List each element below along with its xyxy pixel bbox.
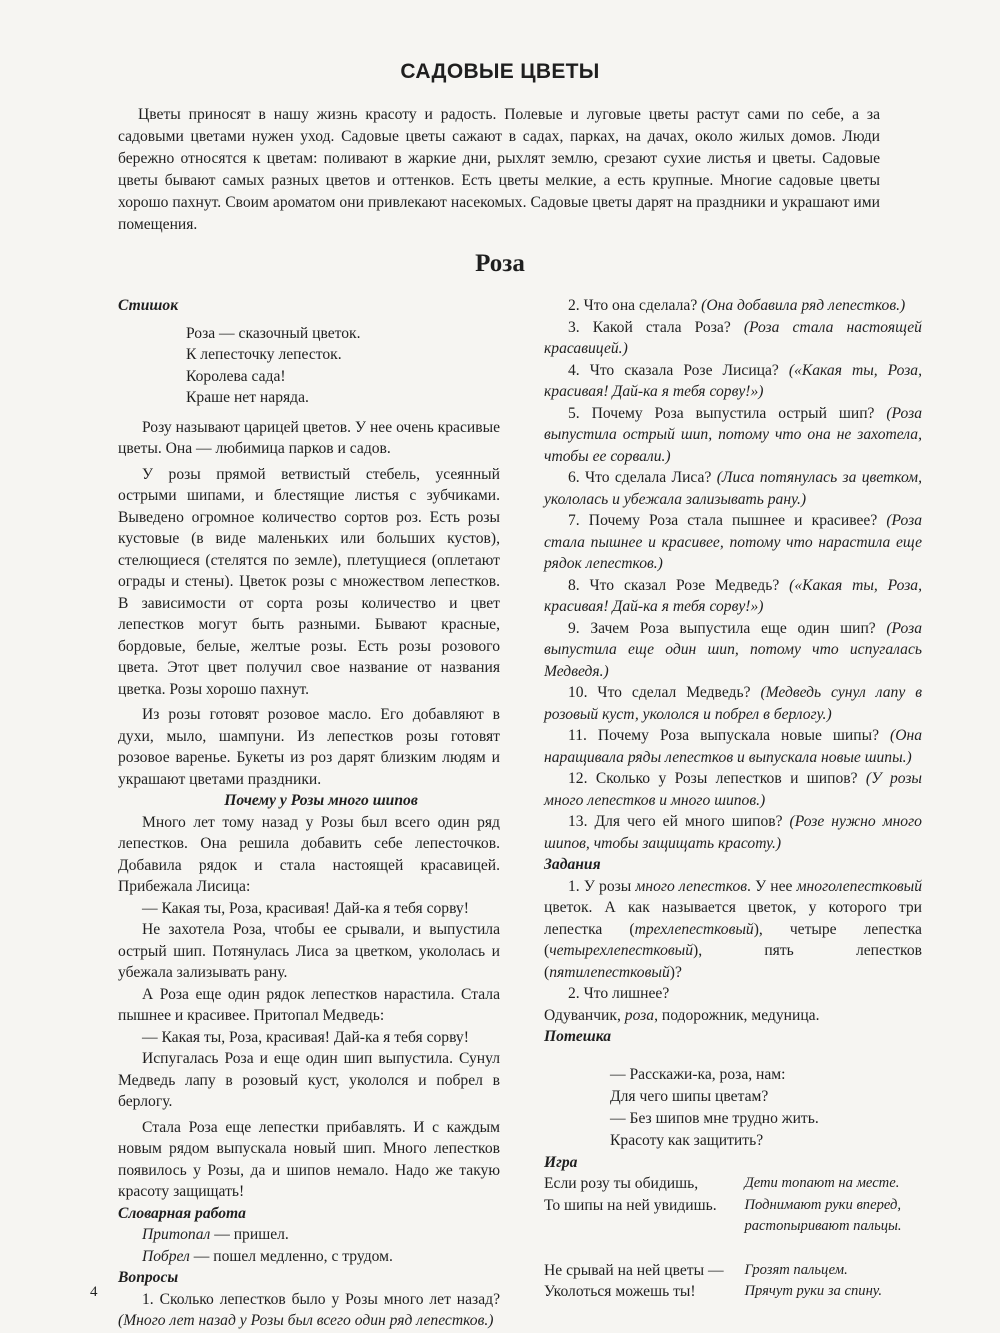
task-emphasis: многолепестковый bbox=[796, 877, 922, 895]
game-row bbox=[544, 1260, 922, 1303]
task-item bbox=[544, 1005, 922, 1027]
story-paragraph: — Какая ты, Роза, красивая! Дай-ка я тебя сорву! bbox=[142, 1028, 469, 1046]
story-paragraph: Много лет тому назад у Розы был всего один ряд лепестков. Она решила добавить себе лепесточков. Добавила рядок и стала настоящей красавицей. Прибежала Лисица: bbox=[118, 813, 500, 895]
task-text: Одуванчик, bbox=[544, 1006, 625, 1024]
question-answer: (Роза выпустила острый шип, потому что она не захотела, чтобы ее сорвали.) bbox=[544, 404, 922, 465]
task-emphasis: пятилепестковый bbox=[549, 963, 670, 981]
task-item: 2. Что лишнее? bbox=[568, 985, 670, 1002]
question-item bbox=[544, 618, 922, 683]
game-verse-line: Уколоться можешь ты! bbox=[544, 1283, 696, 1300]
question-text: 4. Что сказала Розе Лисица? bbox=[568, 361, 789, 379]
question-answer: (Роза стала настоящей красавицей.) bbox=[544, 318, 922, 357]
question-answer: (Медведь сунул лапу в розовый куст, укололся и побрел в берлогу.) bbox=[544, 684, 922, 723]
rhyme-heading: Потешка bbox=[544, 1028, 612, 1045]
story-heading: Почему у Розы много шипов bbox=[224, 792, 418, 809]
right-column bbox=[544, 295, 922, 1303]
question-text: 9. Зачем Роза выпустила еще один шип? bbox=[568, 619, 887, 637]
task-item bbox=[544, 876, 922, 984]
question-text: 13. Для чего ей много шипов? bbox=[568, 813, 790, 830]
task-emphasis: трехлепестковый bbox=[634, 920, 754, 938]
question-answer: (Розе нужно много шипов, чтобы защищать красоту.) bbox=[544, 813, 922, 852]
question-item bbox=[544, 768, 922, 811]
task-text: )? bbox=[669, 963, 682, 981]
game-action-line: Грозят пальцем. bbox=[744, 1261, 848, 1278]
task-emphasis: роза bbox=[624, 1006, 655, 1024]
question-item bbox=[544, 682, 922, 725]
question-text: 5. Почему Роза выпустила острый шип? bbox=[568, 404, 887, 422]
question-item bbox=[544, 811, 922, 854]
question-answer: (У розы много лепестков и много шипов.) bbox=[544, 770, 922, 809]
question-answer: («Какая ты, Роза, красивая! Дай-ка я тебя сорву!») bbox=[544, 576, 922, 615]
page-number: 4 bbox=[90, 1284, 98, 1300]
question-answer: (Лиса потянулась за цветком, укололась и убежала зализывать рану.) bbox=[544, 469, 922, 508]
section-title: САДОВЫЕ ЦВЕТЫ bbox=[400, 60, 600, 83]
question-text: 2. Что она сделала? bbox=[568, 297, 702, 314]
rhyme-line: Красоту как защитить? bbox=[610, 1131, 764, 1149]
question-answer: (Роза выпустила еще один шип, потому что испугалась Медведя.) bbox=[544, 619, 922, 680]
question-answer: (Она наращивала ряды лепестков и выпускала новые шипы.) bbox=[544, 727, 922, 766]
task-emphasis: много лепестков bbox=[635, 877, 748, 895]
rose-paragraph-1: Розу называют царицей цветов. У нее очень красивые цветы. Она — любимица парков и садов. bbox=[118, 418, 500, 457]
task-text: ), пять лепестков ( bbox=[544, 942, 922, 981]
left-column bbox=[118, 295, 500, 1332]
game-verse bbox=[544, 1260, 744, 1303]
rhyme bbox=[610, 1064, 922, 1152]
task-text: , подорожник, медуница. bbox=[654, 1006, 820, 1024]
story-paragraph: — Какая ты, Роза, красивая! Дай-ка я тебя сорву! bbox=[142, 899, 469, 917]
task-text: . У нее bbox=[747, 877, 797, 895]
poem-heading: Стишок bbox=[118, 297, 179, 314]
game-verse-line: Не срывай на ней цветы — bbox=[544, 1261, 724, 1279]
question-answer: (Роза стала пышнее и красивее, потому что нарастила еще рядок лепестков.) bbox=[544, 512, 922, 572]
question-item bbox=[544, 360, 922, 403]
story-paragraph: А Роза еще один рядок лепестков нарастила. Стала пышнее и красивее. Притопал Медведь: bbox=[118, 985, 500, 1024]
question-item bbox=[544, 467, 922, 510]
question-answer: (Она добавила ряд лепестков.) bbox=[701, 297, 906, 314]
game-action-line: Поднимают руки вперед, растопыривают пальцы. bbox=[744, 1196, 902, 1234]
vocab-word: Притопал bbox=[142, 1226, 211, 1243]
poem-line: Краше нет наряда. bbox=[186, 389, 309, 406]
task-emphasis: четырехлепестковый bbox=[549, 942, 694, 959]
task-text: 1. У розы bbox=[568, 877, 636, 895]
game-action bbox=[744, 1260, 922, 1303]
game-heading: Игра bbox=[544, 1153, 578, 1171]
game-action-line: Прячут руки за спину. bbox=[744, 1283, 883, 1299]
question-text: 10. Что сделал Медведь? bbox=[568, 684, 761, 701]
rose-paragraph-2: У розы прямой ветвистый стебель, усеянный острыми шипами, и блестящие листья с зубчиками. Выведено огромное количество сортов роз. Есть розы кустовые (в виде маленьких или больших кустов), стелющиеся (стелятся по земле), плетущиеся (оплетают ограды и стены). Цветок розы с множеством лепестков. В зависимости от сорта розы количество и цвет лепестков могут быть разными. Бывают красные, бордовые, белые, желтые розы. Есть розы розового цвета. Этот цвет получил свое название от названия цветка. Розы хорошо пахнут. bbox=[118, 465, 500, 698]
question-answer: («Какая ты, Роза, красивая! Дай-ка я тебя сорву!») bbox=[544, 361, 922, 400]
vocab-definition: — пошел медленно, с трудом. bbox=[189, 1247, 393, 1265]
question-item bbox=[544, 725, 922, 768]
question-text: 3. Какой стала Роза? bbox=[568, 318, 744, 336]
task-text: цветок. А как называется цветок, у которого три лепестка ( bbox=[544, 899, 922, 938]
story-paragraph: Стала Роза еще лепестки прибавлять. И с каждым новым рядом выпускала новый шип. Много лепестков появилось у Розы, да и шипов немало. Надо же такую красоту защищать! bbox=[118, 1118, 500, 1200]
question-text: 6. Что сделала Лиса? bbox=[568, 469, 717, 486]
poem-line: К лепесточку лепесток. bbox=[186, 346, 342, 363]
question-text: 8. Что сказал Розе Медведь? bbox=[568, 576, 790, 594]
rhyme-line: Для чего шипы цветам? bbox=[610, 1087, 769, 1105]
game-verse bbox=[544, 1173, 744, 1238]
question-item bbox=[544, 575, 922, 618]
game-verse-line: То шипы на ней увидишь. bbox=[544, 1196, 717, 1214]
intro-text: Цветы приносят в нашу жизнь красоту и радость. Полевые и луговые цветы растут сами по себе, а за садовыми цветами нужен уход. Садовые цветы сажают в садах, парках, на дачах, около жилых домов. Люди бережно относятся к цветам: поливают в жаркие дни, рыхлят землю, срезают сухие листья и цветы. Садовые цветы бывают самых разных цветов и оттенков. Есть цветы мелкие, а есть крупные. Многие садовые цветы хорошо пахнут. Своим ароматом они привлекают насекомых. Садовые цветы дарят на праздники и украшают ими помещения. bbox=[118, 106, 880, 233]
game-action bbox=[744, 1173, 922, 1238]
game-verse-line: Если розу ты обидишь, bbox=[544, 1175, 699, 1192]
game-row bbox=[544, 1173, 922, 1238]
vocab-item bbox=[118, 1246, 500, 1268]
vocab-word: Побрел bbox=[142, 1247, 190, 1265]
question-item bbox=[544, 403, 922, 468]
tasks-heading: Задания bbox=[544, 856, 601, 873]
game-action-line: Дети топают на месте. bbox=[744, 1175, 900, 1191]
story-paragraph: Испугалась Роза и еще один шип выпустила. Сунул Медведь лапу в розовый куст, укололся и побрел в берлогу. bbox=[118, 1050, 500, 1110]
question-item bbox=[544, 510, 922, 575]
questions-heading: Вопросы bbox=[118, 1269, 179, 1286]
question-text: 1. Сколько лепестков было у Розы много лет назад? bbox=[142, 1290, 500, 1308]
task-text: ), четыре лепестка ( bbox=[544, 920, 922, 959]
poem-line: Роза — сказочный цветок. bbox=[186, 324, 361, 342]
question-item bbox=[118, 1289, 500, 1332]
poem-line: Королева сада! bbox=[186, 367, 286, 385]
question-answer: (Много лет назад у Розы был всего один ряд лепестков.) bbox=[118, 1312, 494, 1329]
story-paragraph: Не захотела Роза, чтобы ее срывали, и выпустила острый шип. Потянулась Лиса за цветком, укололась и убежала зализывать рану. bbox=[118, 921, 500, 981]
poem bbox=[186, 323, 500, 409]
rhyme-line: — Без шипов мне трудно жить. bbox=[610, 1109, 819, 1127]
question-text: 11. Почему Роза выпускала новые шипы? bbox=[568, 727, 890, 744]
rose-title: Роза bbox=[475, 250, 525, 277]
question-text: 12. Сколько у Розы лепестков и шипов? bbox=[568, 770, 866, 787]
question-item bbox=[544, 317, 922, 360]
intro-paragraph bbox=[118, 104, 880, 236]
vocab-item bbox=[118, 1224, 500, 1246]
question-item bbox=[544, 295, 922, 317]
rhyme-line: — Расскажи-ка, роза, нам: bbox=[610, 1065, 786, 1083]
vocab-definition: — пришел. bbox=[210, 1226, 289, 1243]
question-text: 7. Почему Роза стала пышнее и красивее? bbox=[568, 512, 887, 529]
vocab-heading: Словарная работа bbox=[118, 1204, 246, 1222]
rose-paragraph-3: Из розы готовят розовое масло. Его добавляют в духи, мыло, шампуни. Из лепестков розы готовят розовое варенье. Букеты из роз дарят близким людям и украшают цветами праздники. bbox=[118, 706, 500, 788]
